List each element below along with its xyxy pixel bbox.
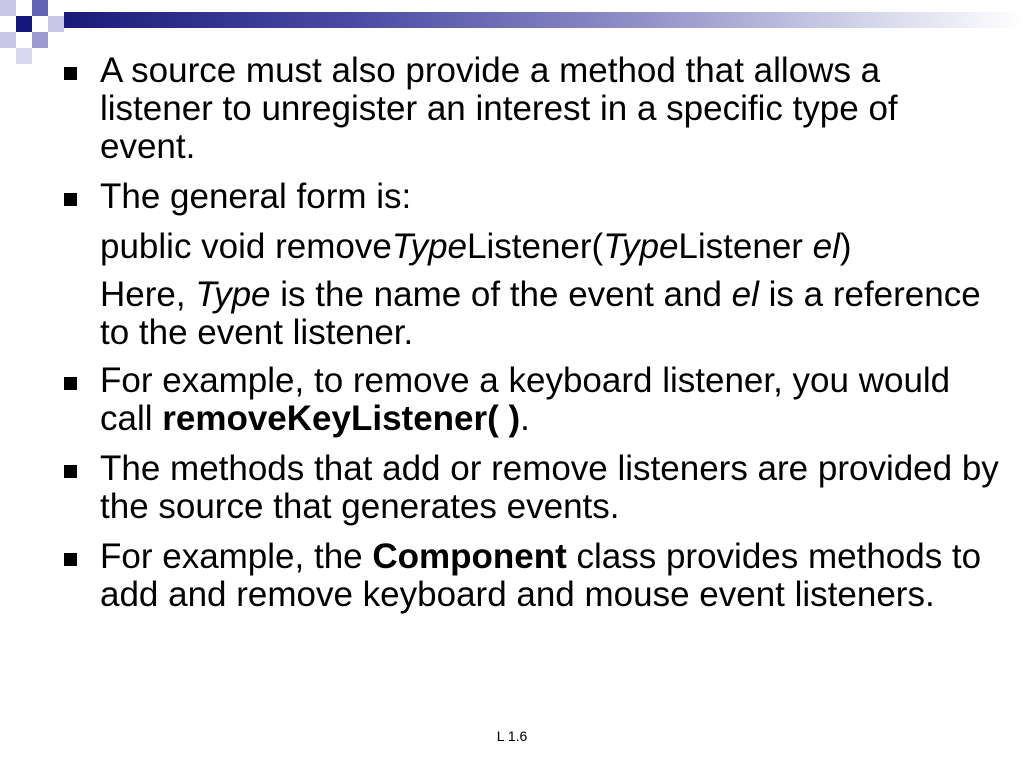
square-bullet-icon — [64, 465, 77, 478]
decorative-square — [16, 16, 32, 32]
bullet-text: A source must also provide a method that allows a listener to unregister an interest in a specific type of event. — [100, 51, 898, 166]
code-text: Listener — [678, 227, 813, 266]
method-name: removeKeyListener( ) — [162, 399, 521, 438]
decorative-square — [0, 32, 16, 48]
slide-content — [100, 52, 1000, 626]
bullet-text: The methods that add or remove listeners are provided by the source that generates events. — [100, 449, 999, 526]
bullet-text: The general form is: — [100, 177, 412, 216]
square-bullet-icon — [64, 67, 77, 80]
class-name: Component — [372, 537, 567, 576]
explanation-type: Type — [195, 275, 271, 314]
square-bullet-icon — [64, 553, 77, 566]
header-gradient-bar — [64, 12, 1024, 28]
explanation-part: is the name of the event and — [270, 275, 732, 314]
bullet-item — [100, 52, 1000, 166]
bullet-item — [100, 362, 1000, 438]
code-type-placeholder: Type — [603, 227, 679, 266]
decorative-square — [16, 48, 32, 64]
decorative-square — [0, 0, 16, 16]
code-text: ) — [839, 227, 852, 266]
code-text: Listener( — [467, 227, 604, 266]
decorative-square — [32, 32, 48, 48]
bullet-text: For example, the — [100, 537, 373, 576]
explanation-param: el — [731, 275, 759, 314]
bullet-item — [100, 450, 1000, 526]
decorative-square — [48, 16, 64, 32]
explanation-part: is a reference to the event listener. — [100, 275, 981, 352]
explanation-text — [100, 276, 1000, 352]
square-bullet-icon — [64, 377, 77, 390]
code-param: el — [812, 227, 840, 266]
bullet-item — [100, 538, 1000, 614]
slide-number: L 1.6 — [496, 728, 528, 744]
decorative-square — [32, 0, 48, 16]
bullet-text: . — [520, 399, 530, 438]
explanation-part: Here, — [100, 275, 196, 314]
decorative-square — [16, 0, 32, 16]
code-text: public void remove — [100, 227, 392, 266]
bullet-text: class provides methods to add and remove keyboard and mouse event listeners. — [100, 537, 982, 614]
square-bullet-icon — [64, 193, 77, 206]
code-signature — [100, 228, 1000, 266]
bullet-item — [100, 178, 1000, 216]
code-type-placeholder: Type — [391, 227, 468, 266]
bullet-text: For example, to remove a keyboard listener, you would call — [100, 361, 951, 438]
